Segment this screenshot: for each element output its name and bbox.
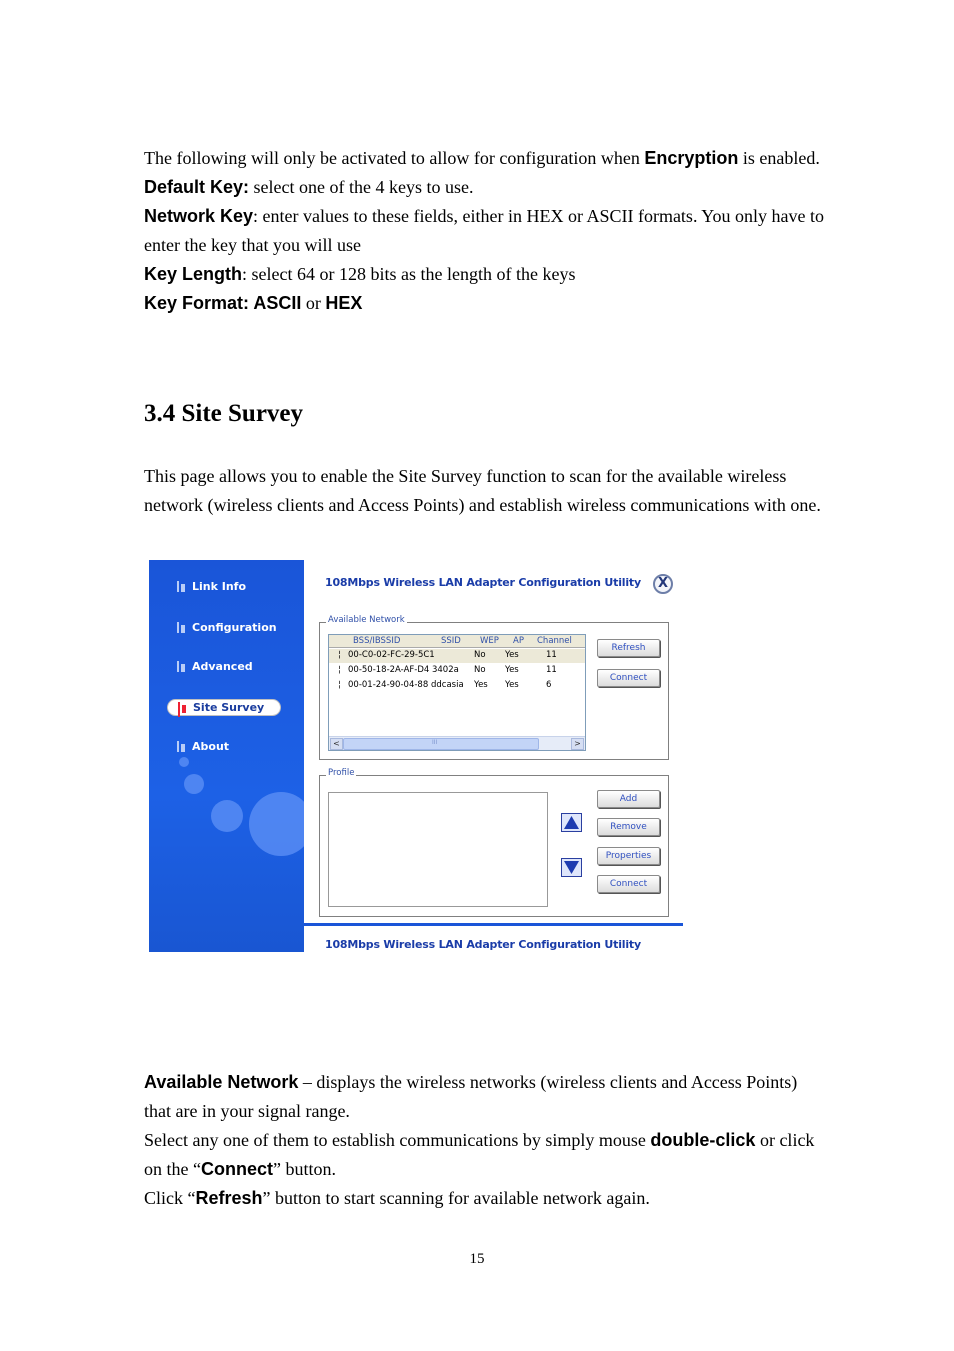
profile-label: Profile — [328, 768, 355, 778]
app-title: 108Mbps Wireless LAN Adapter Configuration Utility — [325, 576, 641, 589]
key-format-line: Key Format: ASCII or HEX — [144, 293, 363, 313]
decor-circle — [249, 792, 304, 856]
available-network-label: Available Network — [328, 615, 405, 625]
intro-text — [144, 144, 824, 318]
bottom-text — [144, 1068, 824, 1213]
move-up-icon[interactable] — [561, 813, 582, 832]
sidebar — [149, 560, 304, 952]
list-header — [329, 635, 585, 648]
default-key-line: Default Key: select one of the 4 keys to use. — [144, 177, 474, 197]
nav-bullet-icon — [177, 622, 186, 633]
refresh-button[interactable]: Refresh — [597, 639, 660, 657]
available-network-desc: Available Network – displays the wireless networks (wireless clients and Access Points) that are in your signal range. — [144, 1072, 798, 1121]
col-ssid[interactable]: SSID — [441, 636, 461, 646]
nav-bullet-icon — [177, 741, 186, 752]
decor-circle — [211, 800, 243, 832]
nav-advanced[interactable]: Advanced — [177, 660, 253, 673]
col-channel[interactable]: Channel — [537, 636, 572, 646]
decor-circle — [184, 774, 204, 794]
section-heading: 3.4 Site Survey — [144, 400, 304, 427]
section-paragraph: This page allows you to enable the Site Survey function to scan for the available wireless network (wireless clients and Access Points) and establish wireless communications with one. — [144, 466, 821, 515]
scroll-thumb[interactable]: III — [343, 738, 539, 750]
horizontal-scrollbar[interactable] — [329, 736, 585, 750]
decor-circle — [179, 757, 189, 767]
scroll-left-icon[interactable]: < — [330, 738, 343, 750]
ap-icon: ¦ — [338, 665, 341, 675]
nav-bullet-icon — [178, 702, 187, 713]
nav-about[interactable]: About — [177, 740, 229, 753]
col-ap[interactable]: AP — [513, 636, 524, 646]
col-bssid[interactable]: BSS/IBSSID — [353, 636, 401, 646]
ap-icon: ¦ — [338, 680, 341, 690]
move-down-icon[interactable] — [561, 858, 582, 877]
profile-group — [319, 768, 669, 917]
bottom-app-title: 108Mbps Wireless LAN Adapter Configuration Utility — [325, 938, 641, 951]
utility-screenshot — [149, 560, 683, 952]
col-wep[interactable]: WEP — [480, 636, 499, 646]
nav-bullet-icon — [177, 661, 186, 672]
network-row[interactable]: ¦ 00-C0-02-FC-29-5C1 No Yes 11 — [329, 649, 585, 663]
network-key-line: Network Key: enter values to these fields, either in HEX or ASCII formats. You only have to enter the key that you will use — [144, 206, 824, 255]
encryption-line: The following will only be activated to allow for configuration when Encryption is enabled. — [144, 148, 820, 168]
profile-list[interactable] — [328, 792, 548, 907]
network-row[interactable]: ¦ 00-01-24-90-04-88 ddcasia Yes Yes 6 — [338, 680, 552, 690]
close-icon[interactable]: X — [653, 574, 673, 594]
select-desc: Select any one of them to establish communications by simply mouse double-click or click on the “Connect” button. — [144, 1130, 815, 1179]
bottom-title-bar — [304, 923, 683, 952]
main-panel — [304, 560, 683, 952]
nav-link-info[interactable]: Link Info — [177, 580, 246, 593]
nav-bullet-icon — [177, 581, 186, 592]
nav-site-survey[interactable]: Site Survey — [167, 699, 281, 716]
network-row[interactable]: ¦ 00-50-18-2A-AF-D4 3402a No Yes 11 — [338, 665, 557, 675]
refresh-desc: Click “Refresh” button to start scanning for available network again. — [144, 1188, 650, 1208]
properties-button[interactable]: Properties — [597, 847, 660, 865]
key-length-line: Key Length: select 64 or 128 bits as the length of the keys — [144, 264, 576, 284]
add-button[interactable]: Add — [597, 790, 660, 808]
network-list[interactable] — [328, 634, 586, 751]
scroll-right-icon[interactable]: > — [571, 738, 584, 750]
connect-button[interactable]: Connect — [597, 669, 660, 687]
profile-connect-button[interactable]: Connect — [597, 875, 660, 893]
available-network-group — [319, 615, 669, 760]
ap-icon: ¦ — [338, 650, 341, 660]
page-number: 15 — [469, 1251, 485, 1267]
nav-configuration[interactable]: Configuration — [177, 621, 277, 634]
remove-button[interactable]: Remove — [597, 818, 660, 836]
